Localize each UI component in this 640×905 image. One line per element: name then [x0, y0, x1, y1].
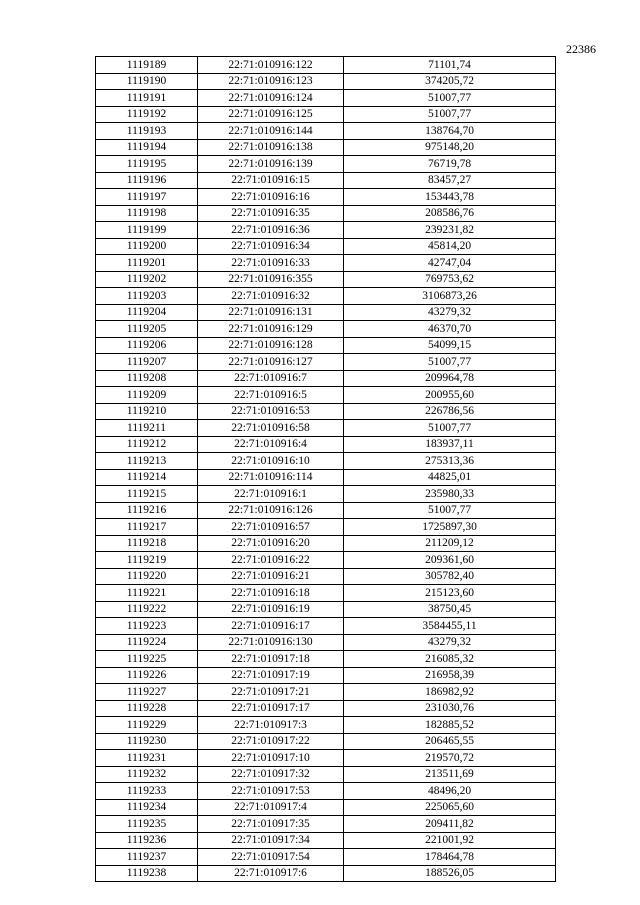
- table-row: [96, 667, 556, 684]
- row-number-cell: 1119204: [96, 304, 198, 321]
- cadastral-number-cell: 22:71:010917:53: [198, 783, 344, 800]
- table-row: [96, 849, 556, 866]
- cadastral-number-cell: 22:71:010916:58: [198, 420, 344, 437]
- cadastral-number-cell: 22:71:010916:20: [198, 535, 344, 552]
- table-row: [96, 634, 556, 651]
- table-row: [96, 156, 556, 173]
- cadastral-value-cell: 209411,82: [344, 816, 556, 833]
- cadastral-value-cell: 209964,78: [344, 370, 556, 387]
- cadastral-value-cell: 1725897,30: [344, 519, 556, 536]
- cadastral-number-cell: 22:71:010917:17: [198, 700, 344, 717]
- row-number-cell: 1119231: [96, 750, 198, 767]
- row-number-cell: 1119196: [96, 172, 198, 189]
- cadastral-value-cell: 305782,40: [344, 568, 556, 585]
- table-row: [96, 816, 556, 833]
- table-row: [96, 90, 556, 107]
- cadastral-value-cell: 51007,77: [344, 90, 556, 107]
- cadastral-value-cell: 46370,70: [344, 321, 556, 338]
- cadastral-number-cell: 22:71:010916:33: [198, 255, 344, 272]
- table-row: [96, 585, 556, 602]
- row-number-cell: 1119225: [96, 651, 198, 668]
- row-number-cell: 1119233: [96, 783, 198, 800]
- table-row: [96, 255, 556, 272]
- table-row: [96, 469, 556, 486]
- row-number-cell: 1119229: [96, 717, 198, 734]
- row-number-cell: 1119191: [96, 90, 198, 107]
- cadastral-number-cell: 22:71:010916:122: [198, 57, 344, 74]
- cadastral-number-cell: 22:71:010916:15: [198, 172, 344, 189]
- table-row: [96, 832, 556, 849]
- cadastral-value-cell: 42747,04: [344, 255, 556, 272]
- cadastral-number-cell: 22:71:010916:57: [198, 519, 344, 536]
- cadastral-number-cell: 22:71:010916:53: [198, 403, 344, 420]
- row-number-cell: 1119222: [96, 601, 198, 618]
- cadastral-number-cell: 22:71:010916:144: [198, 123, 344, 140]
- cadastral-number-cell: 22:71:010917:22: [198, 733, 344, 750]
- row-number-cell: 1119202: [96, 271, 198, 288]
- row-number-cell: 1119189: [96, 57, 198, 74]
- row-number-cell: 1119237: [96, 849, 198, 866]
- row-number-cell: 1119211: [96, 420, 198, 437]
- row-number-cell: 1119218: [96, 535, 198, 552]
- cadastral-number-cell: 22:71:010916:124: [198, 90, 344, 107]
- cadastral-number-cell: 22:71:010916:127: [198, 354, 344, 371]
- cadastral-value-cell: 138764,70: [344, 123, 556, 140]
- table-row: [96, 799, 556, 816]
- cadastral-number-cell: 22:71:010916:138: [198, 139, 344, 156]
- cadastral-number-cell: 22:71:010916:114: [198, 469, 344, 486]
- cadastral-value-cell: 83457,27: [344, 172, 556, 189]
- cadastral-value-cell: 209361,60: [344, 552, 556, 569]
- cadastral-value-cell: 219570,72: [344, 750, 556, 767]
- row-number-cell: 1119236: [96, 832, 198, 849]
- cadastral-value-cell: 71101,74: [344, 57, 556, 74]
- cadastral-value-cell: 183937,11: [344, 436, 556, 453]
- cadastral-value-cell: 153443,78: [344, 189, 556, 206]
- table-row: [96, 387, 556, 404]
- row-number-cell: 1119223: [96, 618, 198, 635]
- row-number-cell: 1119195: [96, 156, 198, 173]
- row-number-cell: 1119207: [96, 354, 198, 371]
- row-number-cell: 1119238: [96, 865, 198, 882]
- table-row: [96, 552, 556, 569]
- cadastral-number-cell: 22:71:010917:4: [198, 799, 344, 816]
- table-row: [96, 172, 556, 189]
- table-row: [96, 271, 556, 288]
- table-row: [96, 238, 556, 255]
- cadastral-value-cell: 76719,78: [344, 156, 556, 173]
- row-number-cell: 1119210: [96, 403, 198, 420]
- row-number-cell: 1119203: [96, 288, 198, 305]
- table-row: [96, 684, 556, 701]
- table-row: [96, 486, 556, 503]
- cadastral-value-cell: 54099,15: [344, 337, 556, 354]
- cadastral-number-cell: 22:71:010917:32: [198, 766, 344, 783]
- cadastral-number-cell: 22:71:010916:126: [198, 502, 344, 519]
- cadastral-number-cell: 22:71:010917:3: [198, 717, 344, 734]
- table-row: [96, 420, 556, 437]
- table-row: [96, 453, 556, 470]
- row-number-cell: 1119234: [96, 799, 198, 816]
- cadastral-value-cell: 38750,45: [344, 601, 556, 618]
- cadastral-value-cell: 3584455,11: [344, 618, 556, 635]
- cadastral-value-cell: 211209,12: [344, 535, 556, 552]
- cadastral-value-cell: 44825,01: [344, 469, 556, 486]
- table-row: [96, 601, 556, 618]
- table-row: [96, 288, 556, 305]
- table-row: [96, 436, 556, 453]
- cadastral-value-cell: 215123,60: [344, 585, 556, 602]
- cadastral-value-cell: 226786,56: [344, 403, 556, 420]
- cadastral-value-cell: 235980,33: [344, 486, 556, 503]
- table-row: [96, 568, 556, 585]
- cadastral-value-cell: 182885,52: [344, 717, 556, 734]
- table-row: [96, 354, 556, 371]
- row-number-cell: 1119228: [96, 700, 198, 717]
- cadastral-value-cell: 48496,20: [344, 783, 556, 800]
- cadastral-number-cell: 22:71:010917:19: [198, 667, 344, 684]
- row-number-cell: 1119214: [96, 469, 198, 486]
- row-number-cell: 1119197: [96, 189, 198, 206]
- row-number-cell: 1119192: [96, 106, 198, 123]
- cadastral-number-cell: 22:71:010917:34: [198, 832, 344, 849]
- table-row: [96, 733, 556, 750]
- cadastral-number-cell: 22:71:010916:21: [198, 568, 344, 585]
- cadastral-value-cell: 178464,78: [344, 849, 556, 866]
- cadastral-number-cell: 22:71:010917:6: [198, 865, 344, 882]
- row-number-cell: 1119230: [96, 733, 198, 750]
- cadastral-value-cell: 188526,05: [344, 865, 556, 882]
- cadastral-value-cell: 43279,32: [344, 304, 556, 321]
- cadastral-value-cell: 275313,36: [344, 453, 556, 470]
- cadastral-number-cell: 22:71:010916:1: [198, 486, 344, 503]
- cadastral-number-cell: 22:71:010916:10: [198, 453, 344, 470]
- cadastral-value-cell: 186982,92: [344, 684, 556, 701]
- cadastral-value-cell: 975148,20: [344, 139, 556, 156]
- cadastral-value-cell: 206465,55: [344, 733, 556, 750]
- cadastral-value-cell: 213511,69: [344, 766, 556, 783]
- row-number-cell: 1119226: [96, 667, 198, 684]
- cadastral-number-cell: 22:71:010917:35: [198, 816, 344, 833]
- table-row: [96, 205, 556, 222]
- cadastral-number-cell: 22:71:010916:131: [198, 304, 344, 321]
- row-number-cell: 1119232: [96, 766, 198, 783]
- cadastral-number-cell: 22:71:010917:54: [198, 849, 344, 866]
- table-row: [96, 535, 556, 552]
- cadastral-value-table: [95, 56, 556, 882]
- table-row: [96, 304, 556, 321]
- table-row: [96, 370, 556, 387]
- table-row: [96, 750, 556, 767]
- row-number-cell: 1119199: [96, 222, 198, 239]
- row-number-cell: 1119208: [96, 370, 198, 387]
- row-number-cell: 1119220: [96, 568, 198, 585]
- table-row: [96, 106, 556, 123]
- row-number-cell: 1119221: [96, 585, 198, 602]
- cadastral-value-cell: 231030,76: [344, 700, 556, 717]
- row-number-cell: 1119194: [96, 139, 198, 156]
- cadastral-number-cell: 22:71:010916:32: [198, 288, 344, 305]
- row-number-cell: 1119209: [96, 387, 198, 404]
- cadastral-number-cell: 22:71:010916:7: [198, 370, 344, 387]
- table-row: [96, 123, 556, 140]
- table-row: [96, 717, 556, 734]
- cadastral-value-cell: 3106873,26: [344, 288, 556, 305]
- row-number-cell: 1119224: [96, 634, 198, 651]
- table-row: [96, 139, 556, 156]
- table-row: [96, 519, 556, 536]
- row-number-cell: 1119212: [96, 436, 198, 453]
- cadastral-value-cell: 216958,39: [344, 667, 556, 684]
- cadastral-number-cell: 22:71:010916:139: [198, 156, 344, 173]
- table-row: [96, 403, 556, 420]
- row-number-cell: 1119205: [96, 321, 198, 338]
- cadastral-value-cell: 239231,82: [344, 222, 556, 239]
- row-number-cell: 1119219: [96, 552, 198, 569]
- cadastral-value-cell: 208586,76: [344, 205, 556, 222]
- row-number-cell: 1119190: [96, 73, 198, 90]
- cadastral-number-cell: 22:71:010916:35: [198, 205, 344, 222]
- table-row: [96, 222, 556, 239]
- cadastral-value-cell: 216085,32: [344, 651, 556, 668]
- cadastral-value-cell: 51007,77: [344, 502, 556, 519]
- table-row: [96, 57, 556, 74]
- cadastral-number-cell: 22:71:010916:4: [198, 436, 344, 453]
- row-number-cell: 1119216: [96, 502, 198, 519]
- cadastral-value-cell: 43279,32: [344, 634, 556, 651]
- cadastral-value-cell: 51007,77: [344, 420, 556, 437]
- cadastral-value-cell: 769753,62: [344, 271, 556, 288]
- cadastral-number-cell: 22:71:010917:10: [198, 750, 344, 767]
- cadastral-number-cell: 22:71:010916:123: [198, 73, 344, 90]
- cadastral-number-cell: 22:71:010916:17: [198, 618, 344, 635]
- row-number-cell: 1119201: [96, 255, 198, 272]
- cadastral-value-cell: 45814,20: [344, 238, 556, 255]
- row-number-cell: 1119206: [96, 337, 198, 354]
- table-body: [96, 57, 556, 882]
- table-row: [96, 502, 556, 519]
- row-number-cell: 1119193: [96, 123, 198, 140]
- table-row: [96, 321, 556, 338]
- cadastral-number-cell: 22:71:010916:18: [198, 585, 344, 602]
- cadastral-value-cell: 225065,60: [344, 799, 556, 816]
- table-row: [96, 337, 556, 354]
- cadastral-number-cell: 22:71:010916:5: [198, 387, 344, 404]
- cadastral-number-cell: 22:71:010916:16: [198, 189, 344, 206]
- cadastral-number-cell: 22:71:010916:22: [198, 552, 344, 569]
- table-row: [96, 618, 556, 635]
- cadastral-number-cell: 22:71:010916:355: [198, 271, 344, 288]
- cadastral-number-cell: 22:71:010917:18: [198, 651, 344, 668]
- cadastral-number-cell: 22:71:010916:19: [198, 601, 344, 618]
- row-number-cell: 1119227: [96, 684, 198, 701]
- page-number: 22386: [566, 42, 596, 56]
- row-number-cell: 1119215: [96, 486, 198, 503]
- row-number-cell: 1119235: [96, 816, 198, 833]
- cadastral-value-cell: 221001,92: [344, 832, 556, 849]
- row-number-cell: 1119200: [96, 238, 198, 255]
- cadastral-number-cell: 22:71:010916:129: [198, 321, 344, 338]
- cadastral-value-cell: 51007,77: [344, 354, 556, 371]
- cadastral-number-cell: 22:71:010917:21: [198, 684, 344, 701]
- cadastral-number-cell: 22:71:010916:130: [198, 634, 344, 651]
- table-row: [96, 766, 556, 783]
- cadastral-number-cell: 22:71:010916:128: [198, 337, 344, 354]
- table-row: [96, 865, 556, 882]
- cadastral-value-cell: 200955,60: [344, 387, 556, 404]
- row-number-cell: 1119217: [96, 519, 198, 536]
- cadastral-value-cell: 374205,72: [344, 73, 556, 90]
- row-number-cell: 1119213: [96, 453, 198, 470]
- cadastral-number-cell: 22:71:010916:125: [198, 106, 344, 123]
- cadastral-number-cell: 22:71:010916:34: [198, 238, 344, 255]
- cadastral-value-cell: 51007,77: [344, 106, 556, 123]
- table-row: [96, 700, 556, 717]
- table-row: [96, 783, 556, 800]
- table-row: [96, 189, 556, 206]
- cadastral-number-cell: 22:71:010916:36: [198, 222, 344, 239]
- table-row: [96, 651, 556, 668]
- row-number-cell: 1119198: [96, 205, 198, 222]
- table-row: [96, 73, 556, 90]
